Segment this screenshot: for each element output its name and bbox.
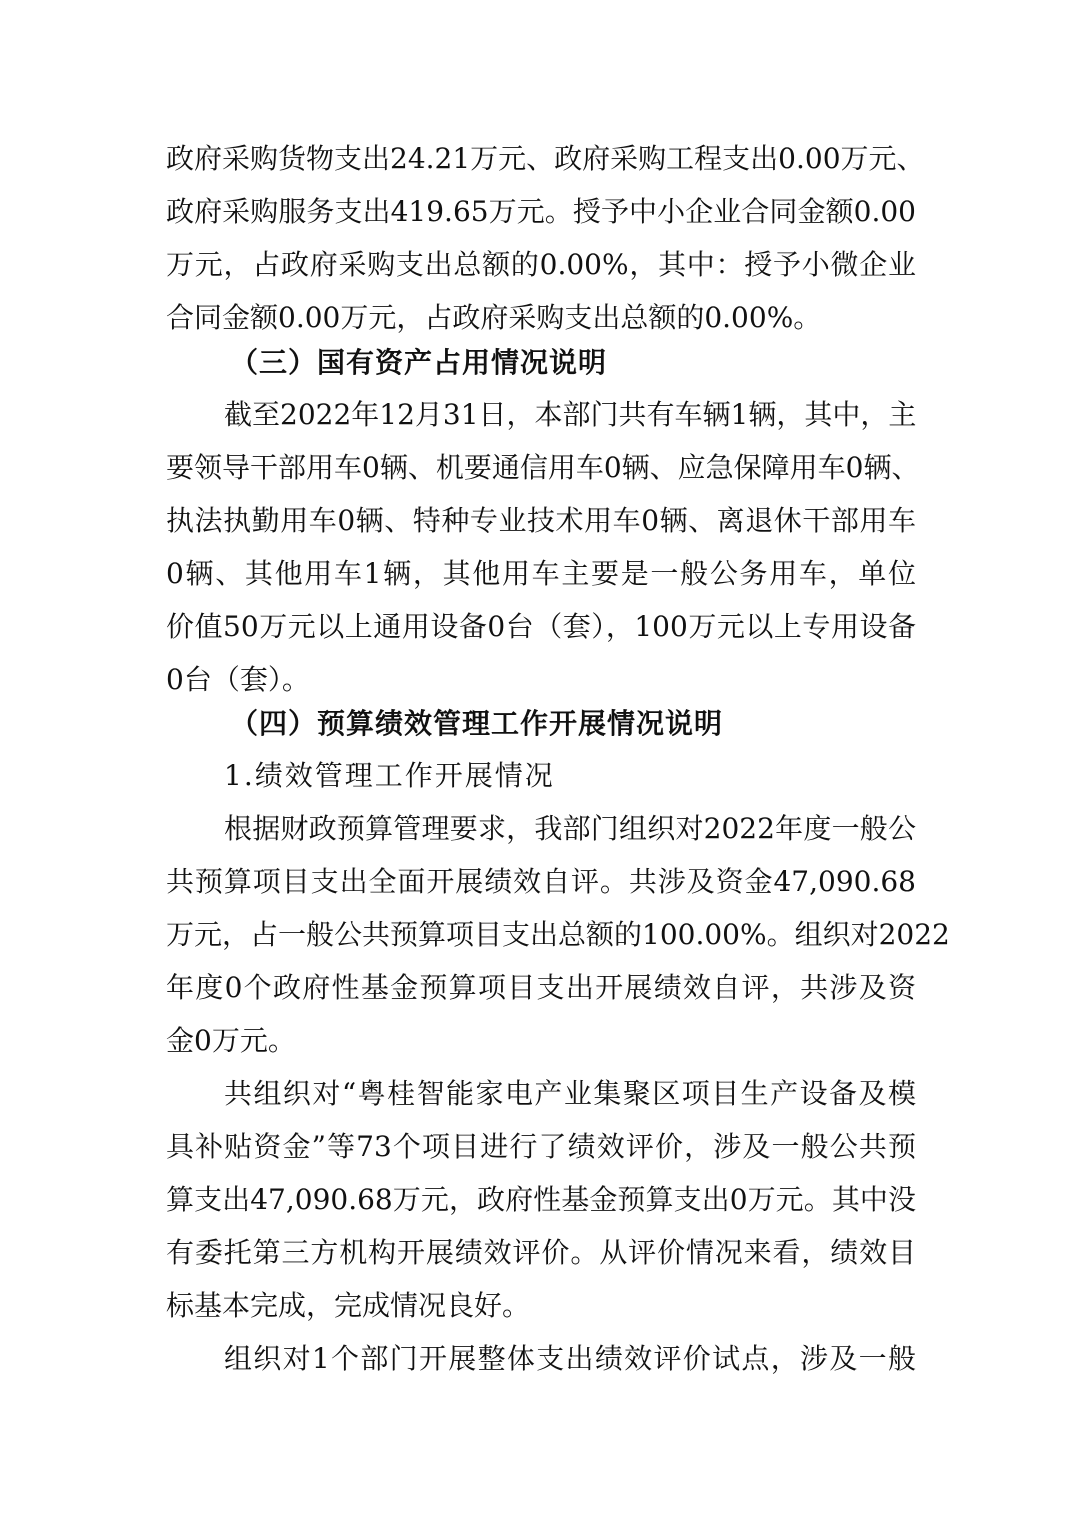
text-line: 万元，占一般公共预算项目支出总额的100.00%。组织对2022 bbox=[166, 918, 950, 951]
text-line: 金0万元。 bbox=[166, 1024, 296, 1057]
text-line: 执法执勤用车0辆、特种专业技术用车0辆、离退休干部用车 bbox=[166, 504, 916, 537]
text-line: 政府采购货物支出24.21万元、政府采购工程支出0.00万元、 bbox=[166, 142, 925, 175]
text-line: 年度0个政府性基金预算项目支出开展绩效自评，共涉及资 bbox=[166, 971, 916, 1004]
subheading: 1.绩效管理工作开展情况 bbox=[224, 759, 555, 792]
text-line: 组织对1个部门开展整体支出绩效评价试点，涉及一般 bbox=[224, 1342, 916, 1375]
text-line: 0辆、其他用车1辆，其他用车主要是一般公务用车，单位 bbox=[166, 557, 916, 590]
text-line: 0台（套）。 bbox=[166, 663, 310, 696]
text-line: 具补贴资金”等73个项目进行了绩效评价，涉及一般公共预 bbox=[166, 1130, 916, 1163]
text-line: 政府采购服务支出419.65万元。授予中小企业合同金额0.00 bbox=[166, 195, 916, 228]
text-line: 有委托第三方机构开展绩效评价。从评价情况来看，绩效目 bbox=[166, 1236, 916, 1269]
text-line: 价值50万元以上通用设备0台（套），100万元以上专用设备 bbox=[166, 610, 916, 643]
text-line: 共预算项目支出全面开展绩效自评。共涉及资金47,090.68 bbox=[166, 865, 916, 898]
text-line: 合同金额0.00万元，占政府采购支出总额的0.00%。 bbox=[166, 301, 822, 334]
section-heading-3: （三）国有资产占用情况说明 bbox=[230, 346, 608, 379]
text-line: 算支出47,090.68万元，政府性基金预算支出0万元。其中没 bbox=[166, 1183, 916, 1216]
section-heading-4: （四）预算绩效管理工作开展情况说明 bbox=[230, 707, 724, 740]
text-line: 截至2022年12月31日，本部门共有车辆1辆，其中，主 bbox=[224, 398, 917, 431]
text-line: 根据财政预算管理要求，我部门组织对2022年度一般公 bbox=[224, 812, 916, 845]
text-line: 万元，占政府采购支出总额的0.00%，其中：授予小微企业 bbox=[166, 248, 916, 281]
text-line: 要领导干部用车0辆、机要通信用车0辆、应急保障用车0辆、 bbox=[166, 451, 920, 484]
text-line: 共组织对“粤桂智能家电产业集聚区项目生产设备及模 bbox=[224, 1077, 916, 1110]
text-line: 标基本完成，完成情况良好。 bbox=[166, 1289, 531, 1322]
